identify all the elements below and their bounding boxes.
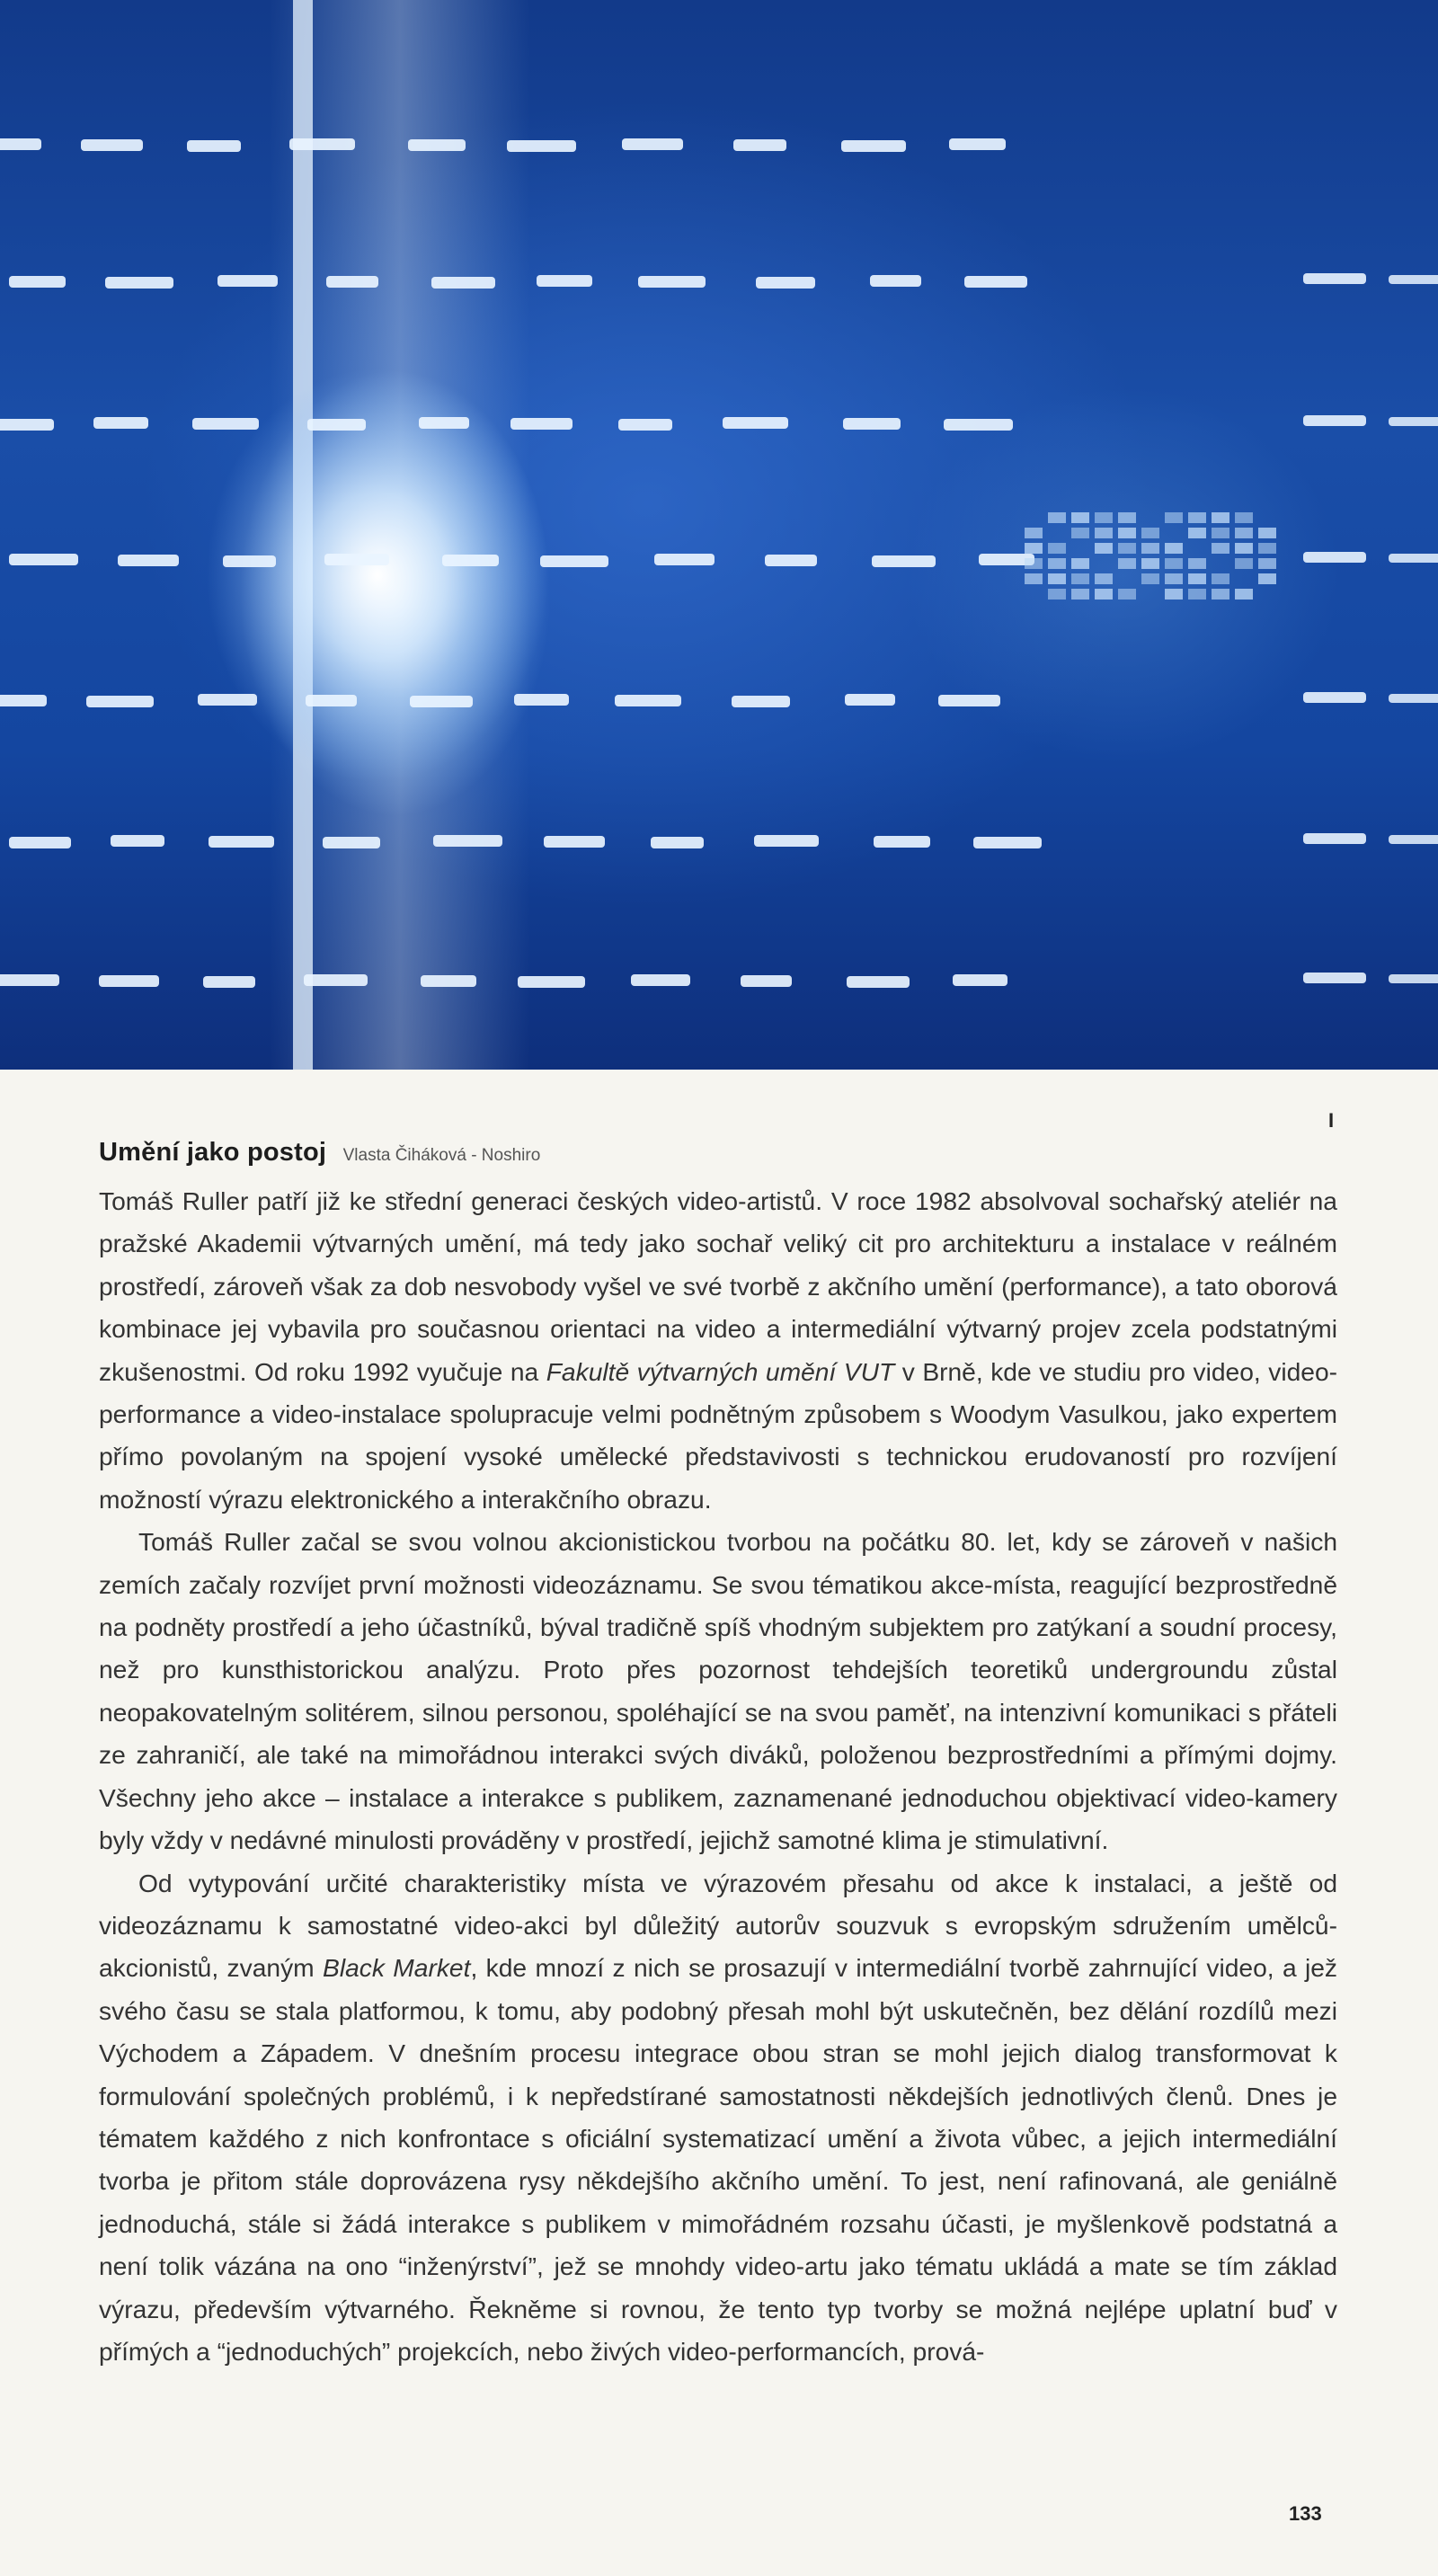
paragraph-1-text-a: Tomáš Ruller patří již ke střední generaci českých video-artistů. V roce 1982 absolvoval sochařský ateliér na pražské Akademii výtvarných umění, má tedy jako sochař veliký cit pro architekturu a instalace v reálném prostředí, zároveň však za dob nesvobody vyšel ve své tvorbě z akčního umění (performance), a tato oborová kombinace jej vybavila pro současnou orientaci na video a intermediální výtvarný projev zcela podstatnými zkušenostmi. Od roku 1992 vyučuje na (99, 1186, 1337, 1386)
pixel-block (1095, 528, 1113, 538)
paragraph-1-text-b: v Brně, kde ve studiu pro video, video-performance a video-instalace spolupracuje velmi podnětným způsobem s Woodym Vasulkou, jako expertem přímo povolaným na spojení vysoké umělecké představivosti s technickou erudovaností pro rozvíjení možností výrazu elektronického a interakčního obrazu. (99, 1356, 1338, 1514)
pixel-block (1258, 543, 1276, 554)
paragraph-3-emphasis: Black Market (323, 1953, 471, 1983)
pixel-block (1165, 512, 1183, 523)
scanline-dash (217, 275, 278, 287)
scanline-dash (9, 554, 78, 565)
pixel-block (1235, 558, 1253, 569)
glow-hotspot (207, 369, 548, 782)
pixel-block (1165, 573, 1183, 584)
scanline-dash (1389, 275, 1438, 284)
scanline-dash (433, 835, 502, 847)
pixel-block (1118, 528, 1136, 538)
scanline-dash (953, 974, 1007, 986)
pixel-block (1212, 589, 1229, 600)
scanline-dash (741, 975, 792, 987)
pixel-block (1188, 558, 1206, 569)
scanline-dash (86, 696, 154, 707)
article-body (99, 1134, 1337, 2373)
scanline-dash (326, 276, 378, 288)
scanline-dash (187, 140, 241, 152)
scanline-dash (9, 837, 71, 848)
pixel-block (1141, 558, 1159, 569)
scanline-dash (973, 837, 1042, 848)
pixel-block (1071, 512, 1089, 523)
pixel-block (1212, 573, 1229, 584)
scanline-dash (289, 138, 355, 150)
scanline-dash (949, 138, 1006, 150)
scanline-dash (1303, 552, 1366, 563)
scanline-dash (638, 276, 706, 288)
scanline-dash (209, 836, 274, 848)
scanline-dash (540, 555, 608, 567)
scanline-dash (1303, 692, 1366, 703)
scanline-dash (631, 974, 690, 986)
pixel-block (1048, 543, 1066, 554)
page-number: 133 (1289, 2502, 1322, 2525)
pixel-block (1048, 589, 1066, 600)
pixel-block (1165, 589, 1183, 600)
scanline-dash (544, 836, 605, 848)
paragraph-2 (99, 1521, 1337, 1861)
article-author: Vlasta Čiháková - Noshiro (342, 1146, 541, 1165)
pixel-block (1118, 558, 1136, 569)
article-heading (99, 1134, 1337, 1175)
pixel-block (1165, 543, 1183, 554)
scanline-dash (9, 276, 66, 288)
pixel-block (1141, 573, 1159, 584)
pixel-block (1118, 512, 1136, 523)
scanline-dash (431, 277, 495, 289)
scanline-dash (105, 277, 173, 289)
scanline-dash (651, 837, 704, 848)
pixel-block (1071, 573, 1089, 584)
scanline-dash (1303, 273, 1366, 284)
pixel-block (1212, 528, 1229, 538)
pixel-block (1258, 528, 1276, 538)
scanline-dash (0, 974, 59, 986)
pixel-block (1188, 512, 1206, 523)
scanline-dash (442, 555, 499, 566)
pixel-blocks (1025, 512, 1276, 600)
scanline-dash (111, 835, 164, 847)
scanline-dash (938, 695, 1000, 706)
scanline-dash (1389, 974, 1438, 983)
paragraph-3 (99, 1862, 1337, 2374)
scanline-dash (510, 418, 573, 430)
scanline-dash (0, 695, 47, 706)
pixel-block (1025, 558, 1043, 569)
scanline-dash (118, 555, 179, 566)
scanline-dash (518, 976, 585, 988)
scanline-dash (0, 138, 41, 150)
pixel-block (1095, 589, 1113, 600)
scanline-dash (93, 417, 148, 429)
video-scanline-artwork (0, 0, 1438, 1070)
pixel-block (1258, 573, 1276, 584)
scanline-dash (874, 836, 930, 848)
paragraph-3-text-b: , kde mnozí z nich se prosazují v intermediální tvorbě zahrnující video, a jež svého času se stala platformou, k tomu, aby podobný přesah mohl být uskutečněn, bez dělání rozdílů mezi Východem a Západem. V dnešním procesu integrace obou stran se mohl jejich dialog transformovat k formulování společných problémů, i k nepředstírané samostatnosti někdejších jednotlivých členů. Dnes je tématem každého z nich konfrontace s oficiální systematizací umění a života vůbec, a jejich intermediální tvorba je přitom stále doprovázena rysy někdejšího akčního umění. To jest, není rafinovaná, ale geniálně jednoduchá, stále si žádá interakce s publikem v mimořádném rozsahu účasti, je myšlenkově podstatná a není tolik vázána na ono “inženýrství”, jež se mnohdy video-artu jako tématu ukládá a mate se tím základ výrazu, především výtvarného. Řekněme si rovnou, že tento typ tvorby se možná nejlépe uplatní buď v přímých a “jednoduchých” projekcích, nebo živých video-performancích, prová- (99, 1953, 1338, 2366)
pixel-block (1095, 543, 1113, 554)
scanline-dash (870, 275, 921, 287)
scanline-dash (304, 974, 368, 986)
pixel-block (1025, 543, 1043, 554)
section-number: I (1328, 1109, 1335, 1132)
pixel-block (1048, 558, 1066, 569)
pixel-block (1212, 512, 1229, 523)
pixel-block (1188, 528, 1206, 538)
scanline-dash (307, 419, 366, 431)
paragraph-1 (99, 1180, 1337, 1521)
scanline-dash (1303, 973, 1366, 983)
scanline-dash (537, 275, 592, 287)
pixel-block (1235, 543, 1253, 554)
scanline-dash (99, 975, 159, 987)
scanline-dash (1389, 835, 1438, 844)
scanline-dash (872, 555, 936, 567)
scanline-dash (323, 837, 380, 848)
pixel-block (1118, 543, 1136, 554)
scanline-dash (765, 555, 817, 566)
scanline-dash (419, 417, 469, 429)
paragraph-1-emphasis: Fakultě výtvarných umění VUT (546, 1356, 895, 1386)
pixel-block (1025, 573, 1043, 584)
paragraph-2-text: Tomáš Ruller začal se svou volnou akcionistickou tvorbou na počátku 80. let, kdy se zároveň v našich zemích začaly rozvíjet první možnosti videozáznamu. Se svou tématikou akce-místa, reagující bezprostředně na podněty prostředí a jeho účastníků, býval tradičně spíš vhodným subjektem pro zatýkaní a soudní procesy, než pro kunsthistorickou analýzu. Proto přes pozornost tehdejších teoretiků undergroundu zůstal neopakovatelným solitérem, silnou personou, spoléhající se na svou paměť, na intenzivní komunikaci s přáteli ze zahraničí, ale také na mimořádnou interakci svých diváků, položenou bezprostředními a přímými dojmy. Všechny jeho akce – instalace a interakce s publikem, zaznamenané jednoduchou objektivací video-kamery byly vždy v nedávné minulosti prováděny v prostředí, jejichž samotné klima je stimulativní. (99, 1527, 1337, 1855)
scanline-dash (843, 418, 901, 430)
scanline-dash (203, 976, 255, 988)
scanline-dash (754, 835, 819, 847)
video-still-photo (0, 0, 1438, 1070)
scanline-dash (618, 419, 672, 431)
scanline-dash (1303, 833, 1366, 844)
scanline-dash (514, 694, 569, 706)
scanline-dash (654, 554, 715, 565)
scanline-dash (622, 138, 683, 150)
scanline-dash (733, 139, 786, 151)
scanline-dash (756, 277, 815, 289)
pixel-block (1235, 512, 1253, 523)
pixel-block (1165, 558, 1183, 569)
scanline-dash (1389, 694, 1438, 703)
scanline-dash (1389, 417, 1438, 426)
pixel-block (1095, 573, 1113, 584)
scanline-dash (1389, 554, 1438, 563)
scanline-dash (507, 140, 576, 152)
article-title: Umění jako postoj (99, 1138, 327, 1167)
scanline-dash (964, 276, 1027, 288)
paragraph-3-text-a: Od vytypování určité charakteristiky místa ve výrazovém přesahu od akce k instalaci, a ještě od videozáznamu k samostatné video-akci byl důležitý autorův souzvuk s evropským sdružením umělců-akcionistů, zvaným (99, 1868, 1337, 1983)
scanline-dash (306, 695, 357, 706)
pixel-block (1095, 512, 1113, 523)
scanline-dash (408, 139, 466, 151)
pixel-block (1141, 543, 1159, 554)
pixel-block (1118, 589, 1136, 600)
pixel-block (1258, 558, 1276, 569)
scanline-dash (198, 694, 257, 706)
pixel-block (1188, 589, 1206, 600)
scanline-dash (1303, 415, 1366, 426)
scanline-dash (421, 975, 476, 987)
scanline-dash (192, 418, 259, 430)
pixel-block (1048, 512, 1066, 523)
pixel-block (1141, 528, 1159, 538)
scanline-dash (324, 554, 389, 565)
pixel-block (1212, 543, 1229, 554)
pixel-block (1025, 528, 1043, 538)
pixel-block (1071, 589, 1089, 600)
pixel-block (1048, 573, 1066, 584)
scanline-dash (615, 695, 681, 706)
pixel-block (1235, 589, 1253, 600)
scanline-dash (944, 419, 1013, 431)
pixel-block (1188, 573, 1206, 584)
scanline-dash (723, 417, 788, 429)
pixel-block (1071, 558, 1089, 569)
scanline-dash (732, 696, 790, 707)
scanline-dash (845, 694, 895, 706)
scanline-dash (847, 976, 910, 988)
scanline-dash (841, 140, 906, 152)
pixel-block (1235, 528, 1253, 538)
scanline-dash (223, 555, 276, 567)
pixel-block (1071, 528, 1089, 538)
scanline-dash (81, 139, 143, 151)
scanline-dash (410, 696, 473, 707)
scanline-dash (0, 419, 54, 431)
